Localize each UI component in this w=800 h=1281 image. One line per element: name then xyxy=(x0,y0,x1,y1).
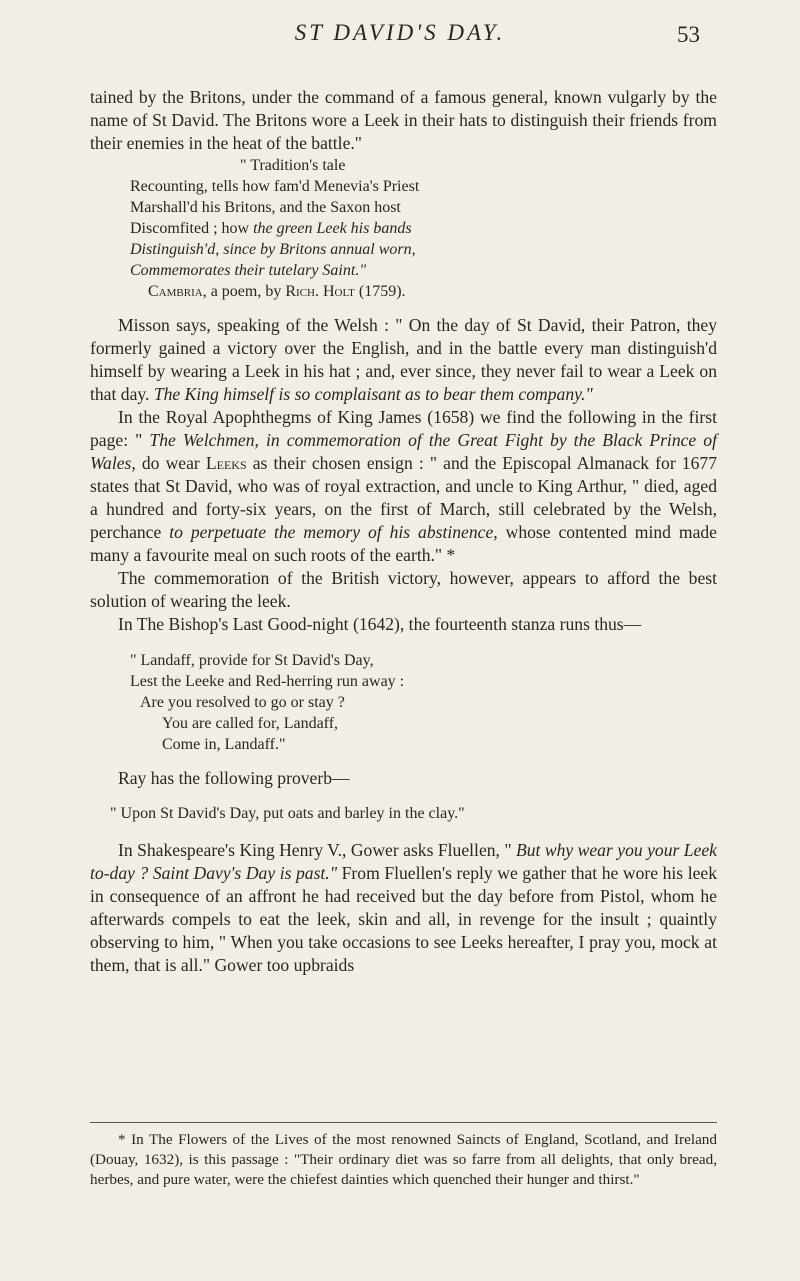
paragraph-italic: But why wear you your Leek to-day ? Saint Davy's Day is past." xyxy=(90,840,717,883)
verse-citation xyxy=(130,281,717,302)
verse-line: " Tradition's tale xyxy=(240,157,346,174)
paragraph-italic: The Welchmen, in commemoration of the Great Fight by the Black Prince of Wales, xyxy=(90,430,717,473)
paragraph-text: In the Royal Apophthegms of King James (1658) we find the following in the first page: " xyxy=(90,407,717,450)
body-text xyxy=(90,86,717,977)
running-title: ST DAVID'S DAY. xyxy=(294,20,506,45)
paragraph-ray: Ray has the following proverb— xyxy=(118,768,350,788)
paragraph-text: Misson says, speaking of the Welsh : " On the day of St David, their Patron, they formerly gained a victory over the English, and in the battle every man distinguish'd himself by wearing a Leek in his hat ; and, ever since, they never fail to wear a Leek on that day. xyxy=(90,315,717,404)
paragraph-continuation: tained by the Britons, under the command of a famous general, known vulgarly by the name of St David. The Britons wore a Leek in their hats to distinguish their friends from their enemies in the heat of the battle." xyxy=(90,87,717,153)
stanza-quotation xyxy=(130,650,717,755)
paragraph-shakespeare xyxy=(90,839,717,977)
paragraph-commemoration: The commemoration of the British victory, however, appears to afford the best solution of wearing the leek. xyxy=(90,568,717,611)
verse-line: Distinguish'd, since by Britons annual worn, xyxy=(130,241,416,258)
proverb-quotation: " Upon St David's Day, put oats and barley in the clay." xyxy=(110,805,465,822)
verse-line: Recounting, tells how fam'd Menevia's Priest xyxy=(130,178,420,195)
verse-italic: the green Leek his bands xyxy=(253,220,412,237)
citation-year: (1759). xyxy=(354,283,406,300)
footnote-divider xyxy=(90,1122,717,1123)
running-head xyxy=(0,18,800,54)
page-number: 53 xyxy=(677,22,700,47)
paragraph-text: whose contented mind made many a favourite meal on such roots of the earth." * xyxy=(90,522,717,565)
verse-quotation xyxy=(130,155,717,302)
verse-line: Commemorates their tutelary Saint." xyxy=(130,262,367,279)
paragraph-italic: The King himself is so complaisant as to bear them company." xyxy=(153,384,593,404)
paragraph-text: From Fluellen's reply we gather that he wore his leek in consequence of an affront he had received but the day before from Pistol, whom he afterwards compels to eat the leek, skin and all, in revenge for the insult ; quaintly observing to him, " When you take occasions to see Leeks hereafter, I pray you, mock at them, that is all." Gower too upbraids xyxy=(90,863,717,975)
paragraph-apophthegms xyxy=(90,406,717,567)
verse-line xyxy=(130,218,717,239)
paragraph-text: as their chosen ensign : " and the Episcopal Almanack for 1677 states that St David, who was of royal extraction, and uncle to King Arthur, " died, aged a hundred and forty-six years, on the first of March, still celebrated by the Welsh, perchance xyxy=(90,453,717,542)
stanza-line: Are you resolved to go or stay ? xyxy=(140,694,345,711)
citation-text: , a poem, by xyxy=(202,283,286,300)
paragraph-italic: to perpetuate the memory of his abstinence, xyxy=(169,522,498,542)
citation-author: Rich. Holt xyxy=(285,283,355,300)
stanza-line: You are called for, Landaff, xyxy=(162,715,339,732)
paragraph-bishop: In The Bishop's Last Good-night (1642), the fourteenth stanza runs thus— xyxy=(118,614,642,634)
stanza-line: " Landaff, provide for St David's Day, xyxy=(130,652,374,669)
paragraph-misson xyxy=(90,314,717,406)
stanza-line: Come in, Landaff." xyxy=(162,736,286,753)
citation-title: Cambria xyxy=(148,283,203,300)
stanza-line: Lest the Leeke and Red-herring run away : xyxy=(130,673,405,690)
verse-text: Discomfited ; how xyxy=(130,220,254,237)
paragraph-text: In Shakespeare's King Henry V., Gower asks Fluellen, " xyxy=(118,840,516,860)
paragraph-smallcaps: Leeks xyxy=(205,453,247,473)
footnote: * In The Flowers of the Lives of the most renowned Saincts of England, Scotland, and Ireland (Douay, 1632), is this passage : "Their ordinary diet was so farre from all delights, that only bread, herbes, and pure water, were the chiefest dainties which quenched their hunger and thirst." xyxy=(90,1131,717,1188)
paragraph-text: do wear xyxy=(135,453,206,473)
verse-line: Marshall'd his Britons, and the Saxon host xyxy=(130,199,401,216)
